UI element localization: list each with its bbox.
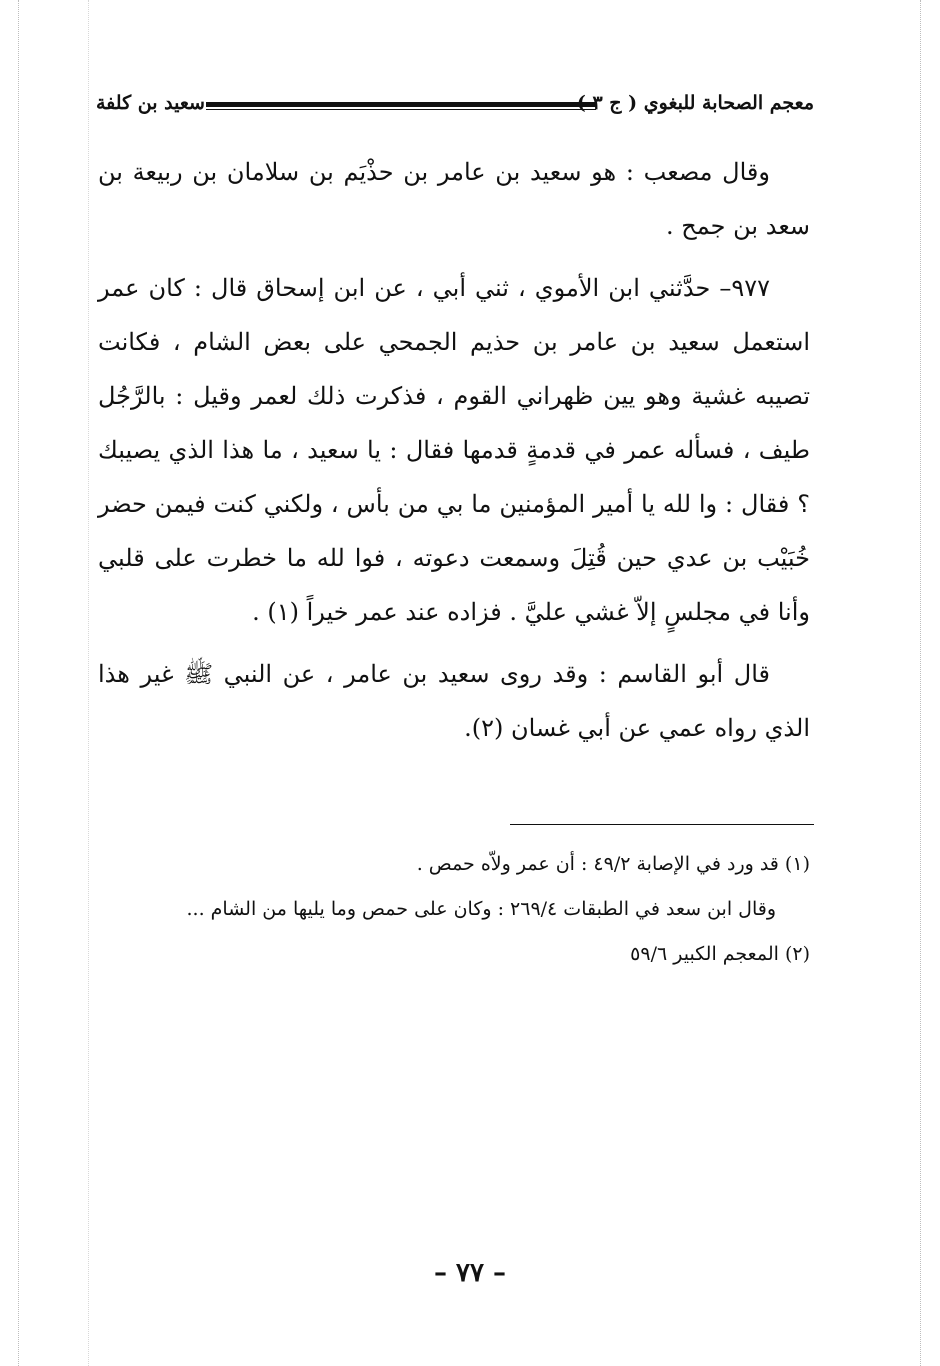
header-book-title: معجم الصحابة للبغوي ( ج ٣ ) <box>576 92 814 114</box>
footnotes <box>98 842 810 977</box>
paragraph-hadith-977: ٩٧٧– حدَّثني ابن الأموي ، ثني أبي ، عن ابن إسحاق قال : كان عمر استعمل سعيد بن عامر بن حذيم الجمحي على بعض الشام ، فكانت تصيبه غشية وهو يين ظهراني القوم ، فذكرت ذلك لعمر وقيل : بالرَّجُل طيف ، فسأله عمر في قدمةٍ قدمها فقال : يا سعيد ، ما هذا الذي يصيبك ؟ فقال : وا لله يا أمير المؤمنين ما بي من بأس ، ولكني كنت فيمن حضر خُبَيْب بن عدي حين قُتِلَ وسمعت دعوته ، فوا لله ما خطرت على قلبي وأنا في مجلسٍ إلاّ غشي عليَّ . فزاده عند عمر خيراً (١) . <box>98 274 810 626</box>
header-entry-title: سعيد بن كلفة <box>96 92 205 114</box>
scan-margin-guide <box>88 0 89 1366</box>
scan-edge-guide-right <box>920 0 921 1366</box>
paragraph-mussab: وقال مصعب : هو سعيد بن عامر بن حذْيَم بن سلامان بن ربيعة بن سعد بن جمح . <box>98 158 810 240</box>
paragraph-abu-al-qasim: قال أبو القاسم : وقد روى سعيد بن عامر ، عن النبي ﷺ غير هذا الذي رواه عمي عن أبي غسان (٢). <box>98 660 810 742</box>
scan-edge-guide-left <box>18 0 19 1366</box>
header-rule-thin <box>206 109 596 110</box>
header-rule <box>206 102 596 107</box>
footnote-1: (١) قد ورد في الإصابة ٤٩/٢ : أن عمر ولاّه حمص . <box>416 853 810 875</box>
running-header <box>96 90 814 120</box>
footnote-2: (٢) المعجم الكبير ٥٩/٦ <box>630 943 810 965</box>
page-number: – ٧٧ – <box>433 1258 507 1288</box>
main-text <box>98 145 810 755</box>
footnote-1-continuation: وقال ابن سعد في الطبقات ٢٦٩/٤ : وكان على حمص وما يليها من الشام ... <box>186 898 776 920</box>
footnote-separator <box>510 824 814 825</box>
